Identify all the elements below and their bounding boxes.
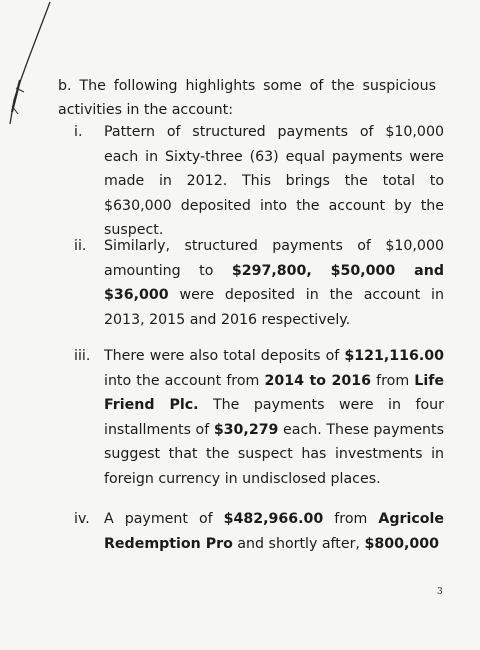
body-text-run: A payment of xyxy=(104,511,224,527)
body-text-run: Pattern of structured payments of $10,000 each in Sixty-three (63) equal payments were made in 2012. This brings the total to $630,000 deposited into the account by the suspect. xyxy=(104,124,444,238)
emphasized-text: $800,000 xyxy=(364,535,439,552)
list-item-text xyxy=(104,344,444,491)
emphasized-text: 2014 to 2016 xyxy=(264,372,372,389)
list-numeral: ii. xyxy=(74,238,87,254)
body-text-run: from xyxy=(323,511,379,527)
list-item-text xyxy=(104,234,444,332)
emphasized-text: $482,966.00 xyxy=(223,511,324,527)
emphasized-text: Life Friend Plc. xyxy=(104,372,444,413)
body-text-run: each. These payments suggest that the suspect has investments in foreign currency in undisclosed places. xyxy=(104,421,445,487)
body-text-run: into the account from xyxy=(104,372,265,389)
list-numeral: iii. xyxy=(74,348,91,364)
page-number: 3 xyxy=(437,587,443,597)
body-text-run: and shortly after, xyxy=(232,535,365,552)
list-item-iii xyxy=(74,344,444,491)
list-item-i xyxy=(74,120,444,243)
body-text-run: There were also total deposits of xyxy=(104,348,345,364)
body-text-run: Similarly, structured payments of $10,000 amounting to xyxy=(104,238,444,279)
list-numeral: i. xyxy=(74,124,83,140)
list-item-text xyxy=(104,507,444,556)
list-item-text xyxy=(104,120,444,243)
emphasized-text: Agricole Redemption Pro xyxy=(104,511,444,552)
emphasized-text: $30,279 xyxy=(213,421,279,438)
body-text-run: were deposited in the account in 2013, 2015 and 2016 respectively. xyxy=(104,287,444,328)
body-text-run: The payments were in four installments of xyxy=(104,397,444,438)
emphasized-text: $121,116.00 xyxy=(344,348,444,364)
list-item-ii xyxy=(74,234,444,332)
list-item-iv xyxy=(74,507,444,556)
body-text-run: from xyxy=(371,372,415,389)
emphasized-text: $297,800, $50,000 and $36,000 xyxy=(104,262,444,303)
section-intro: b. The following highlights some of the suspicious activities in the account: xyxy=(58,78,436,118)
list-numeral: iv. xyxy=(74,511,90,527)
